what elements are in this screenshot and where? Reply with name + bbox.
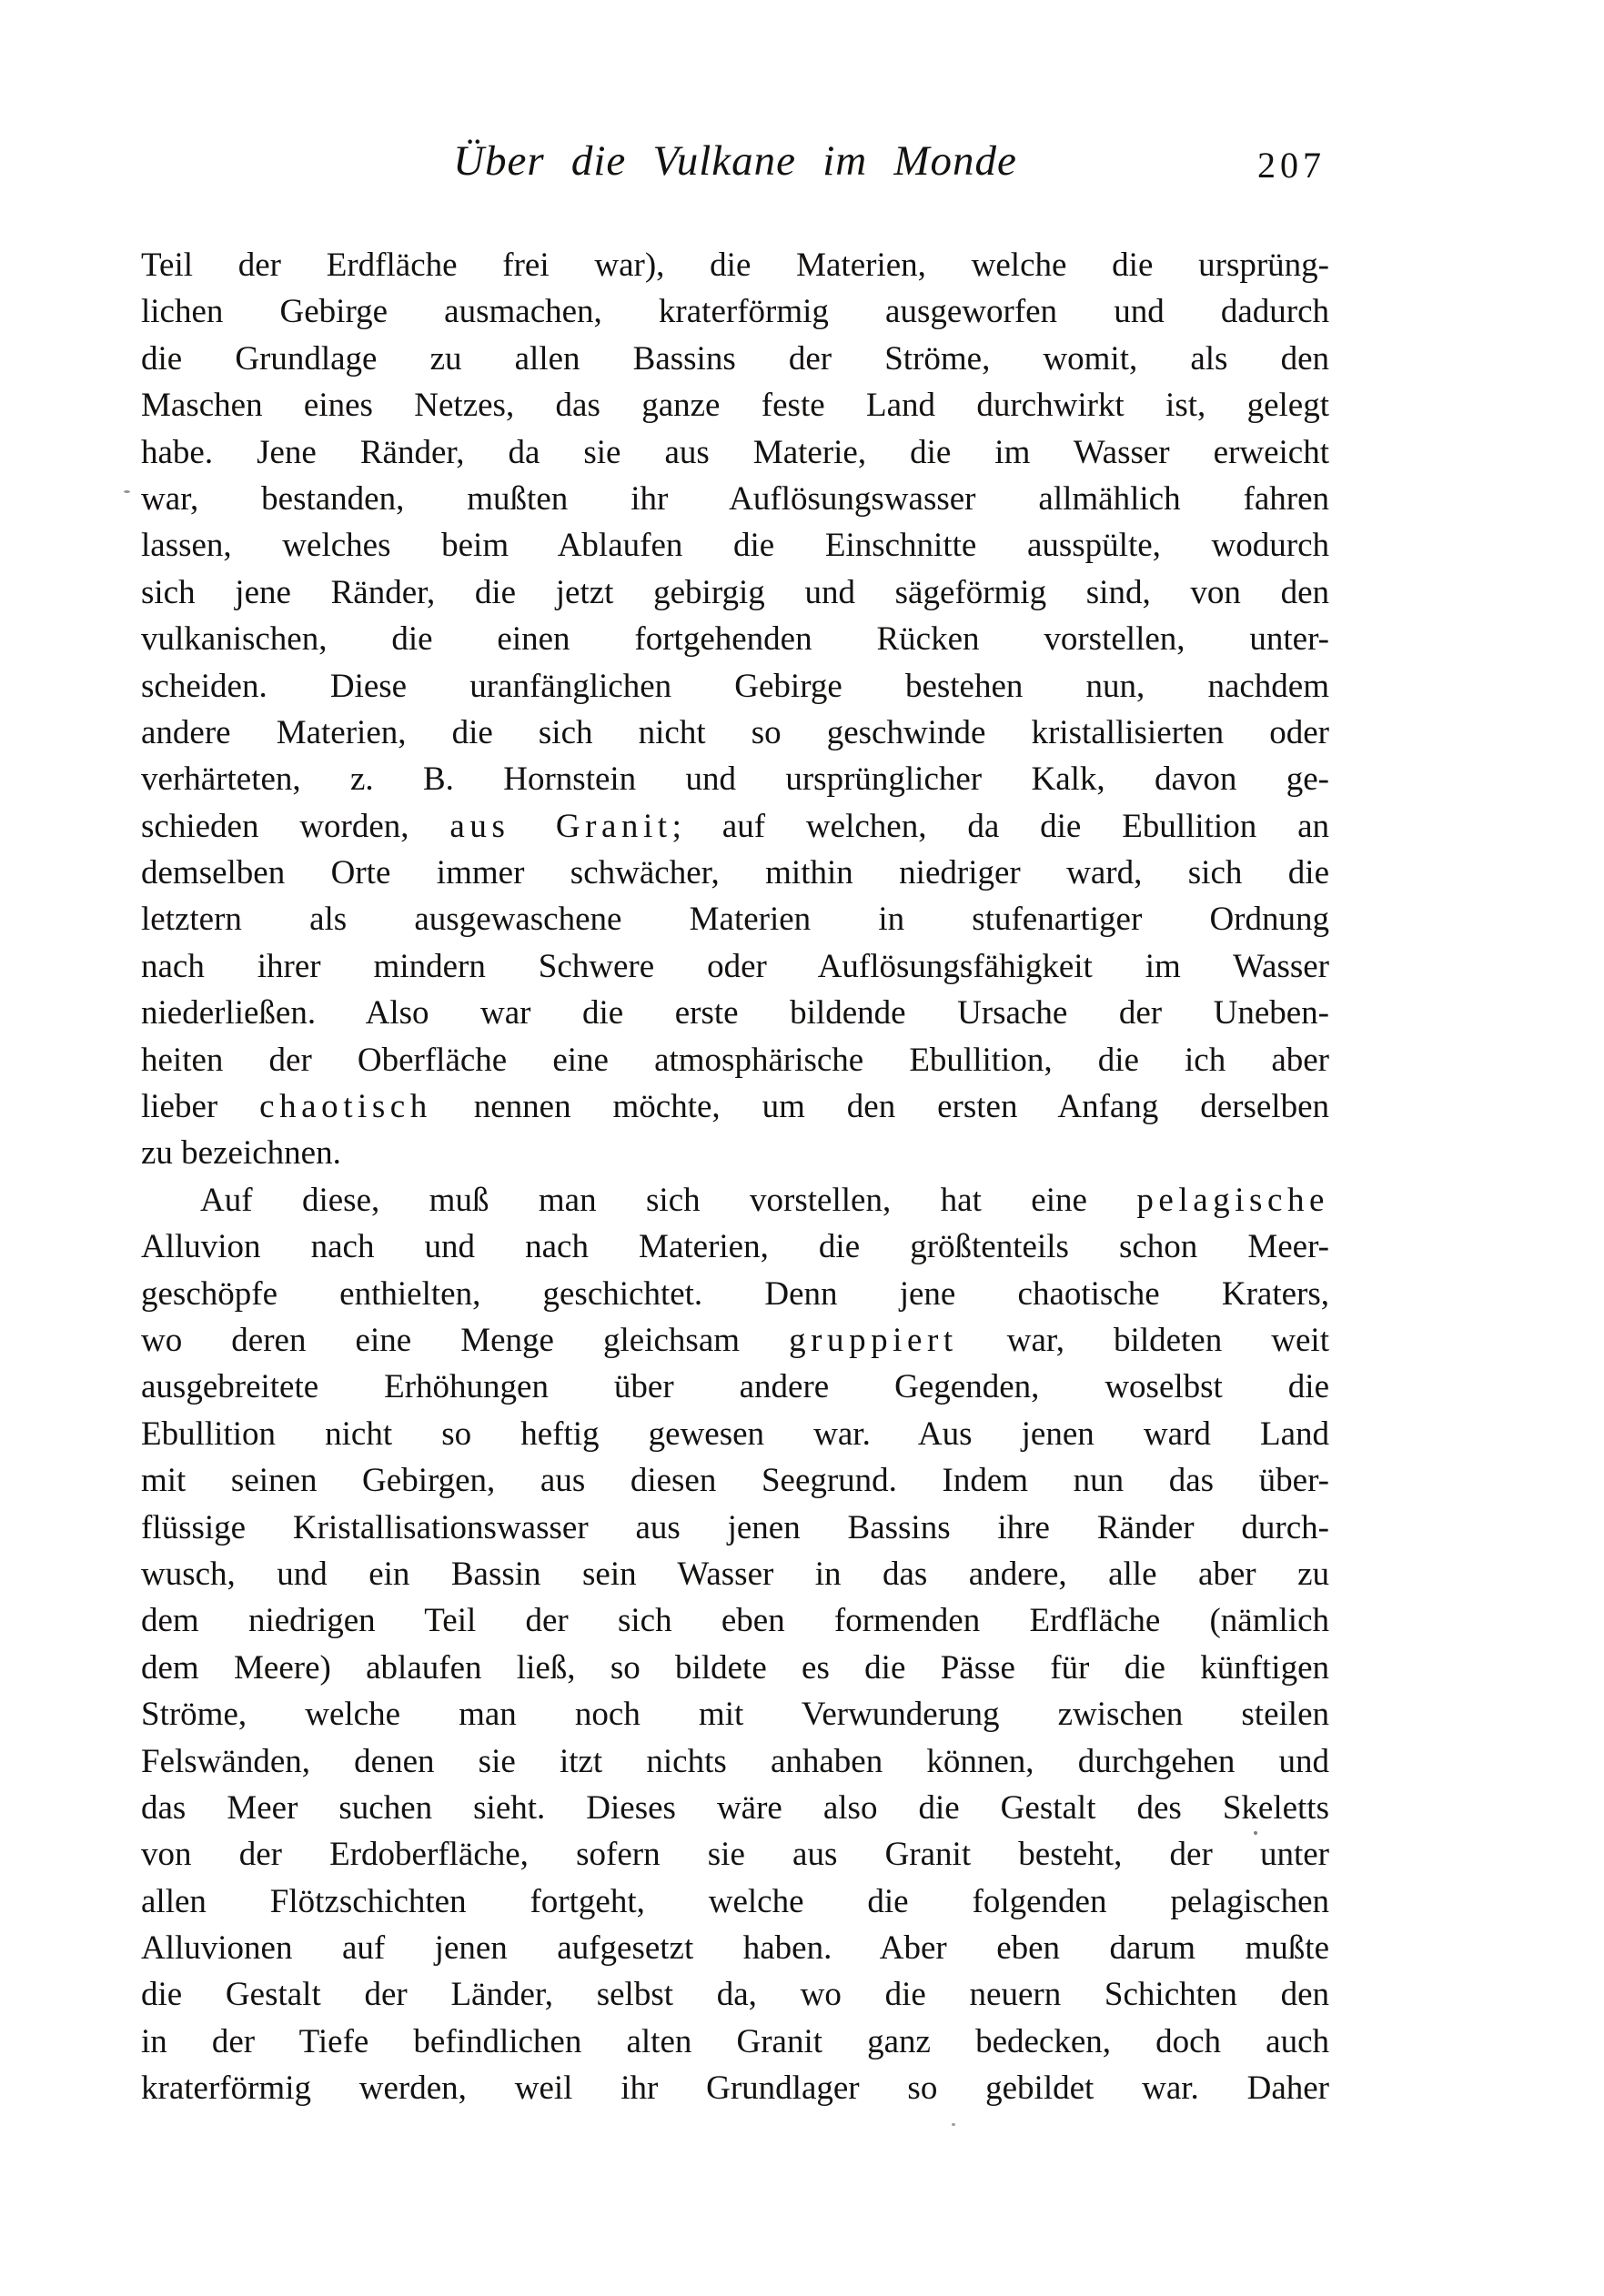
text-segment: ausgebreitete Erhöhungen über andere Gegenden, woselbst die [141, 1368, 1329, 1406]
text-line [141, 710, 1329, 756]
text-segment: wo deren eine Menge gleichsam [141, 1321, 790, 1359]
text-segment: war, bestanden, mußten ihr Auflösungswasser allmählich fahren [141, 479, 1329, 518]
text-line [141, 896, 1329, 942]
text-segment: dem Meere) ablaufen ließ, so bildete es die Pässe für die künftigen [141, 1648, 1329, 1687]
text-segment: sich jene Ränder, die jetzt gebirgig und sägeförmig sind, von den [141, 573, 1329, 611]
text-segment: lassen, welches beim Ablaufen die Einschnitte ausspülte, wodurch [141, 527, 1329, 565]
text-segment: allen Flötzschichten fortgeht, welche die folgenden pelagischen [141, 1882, 1329, 1920]
text-line [141, 429, 1329, 476]
text-line [141, 288, 1329, 335]
text-segment: wusch, und ein Bassin sein Wasser in das andere, alle aber zu [141, 1555, 1329, 1593]
text-line [141, 1925, 1329, 1971]
text-segment: nennen möchte, um den ersten Anfang derselben [431, 1088, 1329, 1126]
text-segment: lieber [141, 1088, 260, 1126]
text-line [141, 1317, 1329, 1364]
scan-speck [952, 2123, 955, 2126]
text-line [141, 336, 1329, 382]
text-line [141, 1691, 1329, 1737]
running-head [141, 136, 1329, 200]
text-segment: zu bezeichnen. [141, 1134, 341, 1173]
text-segment: kraterförmig werden, weil ihr Grundlager so gebildet war. Daher [141, 2069, 1329, 2108]
text-line [141, 1878, 1329, 1925]
text-line [141, 1505, 1329, 1551]
text-line [141, 803, 1329, 850]
text-line [141, 1457, 1329, 1504]
text-segment: Alluvionen auf jenen aufgesetzt haben. Aber eben darum mußte [141, 1929, 1329, 1968]
text-line [141, 850, 1329, 896]
text-segment: vulkanischen, die einen fortgehenden Rücken vorstellen, unter- [141, 620, 1329, 659]
text-line [141, 569, 1329, 616]
text-line [141, 1130, 1329, 1176]
text-line [141, 1645, 1329, 1691]
letterspaced-text: pelagische [1136, 1181, 1329, 1219]
text-line [141, 1271, 1329, 1317]
text-segment: Ströme, welche man noch mit Verwunderung zwischen steilen [141, 1696, 1329, 1734]
text-line [141, 2019, 1329, 2065]
body-text [141, 242, 1329, 2112]
scan-speck [1254, 1831, 1257, 1835]
text-segment: andere Materien, die sich nicht so geschwinde kristallisierten oder [141, 713, 1329, 751]
text-segment: habe. Jene Ränder, da sie aus Materie, die im Wasser erweicht [141, 433, 1329, 471]
text-segment: die Grundlage zu allen Bassins der Ströme, womit, als den [141, 339, 1329, 378]
text-line [141, 242, 1329, 288]
text-line [141, 1551, 1329, 1597]
text-segment: heiten der Oberfläche eine atmosphärische Ebullition, die ich aber [141, 1041, 1329, 1079]
text-line [141, 1083, 1329, 1130]
page-title: Über die Vulkane im Monde [453, 137, 1017, 185]
text-line [141, 1738, 1329, 1785]
scan-speck [124, 490, 130, 493]
text-line [141, 2065, 1329, 2111]
text-line [141, 943, 1329, 990]
text-segment: mit seinen Gebirgen, aus diesen Seegrund. Indem nun das über- [141, 1462, 1329, 1500]
text-segment: Ebullition nicht so heftig gewesen war. Aus jenen ward Land [141, 1415, 1329, 1453]
text-line [141, 1411, 1329, 1457]
text-segment: scheiden. Diese uranfänglichen Gebirge bestehen nun, nachdem [141, 667, 1329, 705]
text-line [141, 1177, 1329, 1224]
text-segment: die Gestalt der Länder, selbst da, wo die neuern Schichten den [141, 1976, 1329, 2014]
letterspaced-text: chaotisch [259, 1088, 432, 1126]
text-line [141, 1364, 1329, 1410]
text-segment: lichen Gebirge ausmachen, kraterförmig ausgeworfen und dadurch [141, 293, 1329, 331]
letterspaced-text: gruppiert [789, 1321, 958, 1359]
text-line [141, 382, 1329, 428]
text-segment: Felswänden, denen sie itzt nichts anhaben können, durchgehen und [141, 1742, 1329, 1780]
text-segment: das Meer suchen sieht. Dieses wäre also die Gestalt des Skeletts [141, 1788, 1329, 1827]
text-line [141, 522, 1329, 569]
text-line [141, 616, 1329, 662]
text-segment: in der Tiefe befindlichen alten Granit ganz bedecken, doch auch [141, 2022, 1329, 2060]
text-line [141, 1224, 1329, 1270]
text-line [141, 1597, 1329, 1644]
text-segment: Auf diese, muß man sich vorstellen, hat eine [200, 1181, 1137, 1219]
text-segment: letztern als ausgewaschene Materien in stufenartiger Ordnung [141, 901, 1329, 939]
text-line [141, 1971, 1329, 2018]
text-segment: dem niedrigen Teil der sich eben formenden Erdfläche (nämlich [141, 1602, 1329, 1640]
text-line [141, 1785, 1329, 1831]
text-segment: von der Erdoberfläche, sofern sie aus Granit besteht, der unter [141, 1836, 1329, 1874]
text-segment: Teil der Erdfläche frei war), die Materien, welche die ursprüng- [141, 247, 1329, 284]
text-segment: verhärteten, z. B. Hornstein und ursprünglicher Kalk, davon ge- [141, 760, 1329, 799]
text-line [141, 756, 1329, 802]
text-segment: demselben Orte immer schwächer, mithin niedriger ward, sich die [141, 854, 1329, 892]
letterspaced-text: aus Granit [449, 807, 672, 845]
text-segment: nach ihrer mindern Schwere oder Auflösungsfähigkeit im Wasser [141, 947, 1329, 985]
text-segment: Alluvion nach und nach Materien, die größtenteils schon Meer- [141, 1228, 1329, 1266]
text-line [141, 476, 1329, 522]
text-segment: ; auf welchen, da die Ebullition an [671, 807, 1329, 845]
text-segment: niederließen. Also war die erste bildende Ursache der Uneben- [141, 994, 1329, 1032]
text-segment: war, bildeten weit [957, 1321, 1329, 1359]
text-segment: Maschen eines Netzes, das ganze feste Land durchwirkt ist, gelegt [141, 387, 1329, 425]
text-line [141, 1831, 1329, 1878]
text-line [141, 990, 1329, 1036]
text-segment: flüssige Kristallisationswasser aus jenen Bassins ihre Ränder durch- [141, 1508, 1329, 1546]
text-line [141, 663, 1329, 710]
page-number: 207 [1257, 145, 1326, 186]
text-segment: geschöpfe enthielten, geschichtet. Denn jene chaotische Kraters, [141, 1274, 1329, 1313]
text-segment: schieden worden, [141, 807, 450, 845]
text-line [141, 1037, 1329, 1083]
